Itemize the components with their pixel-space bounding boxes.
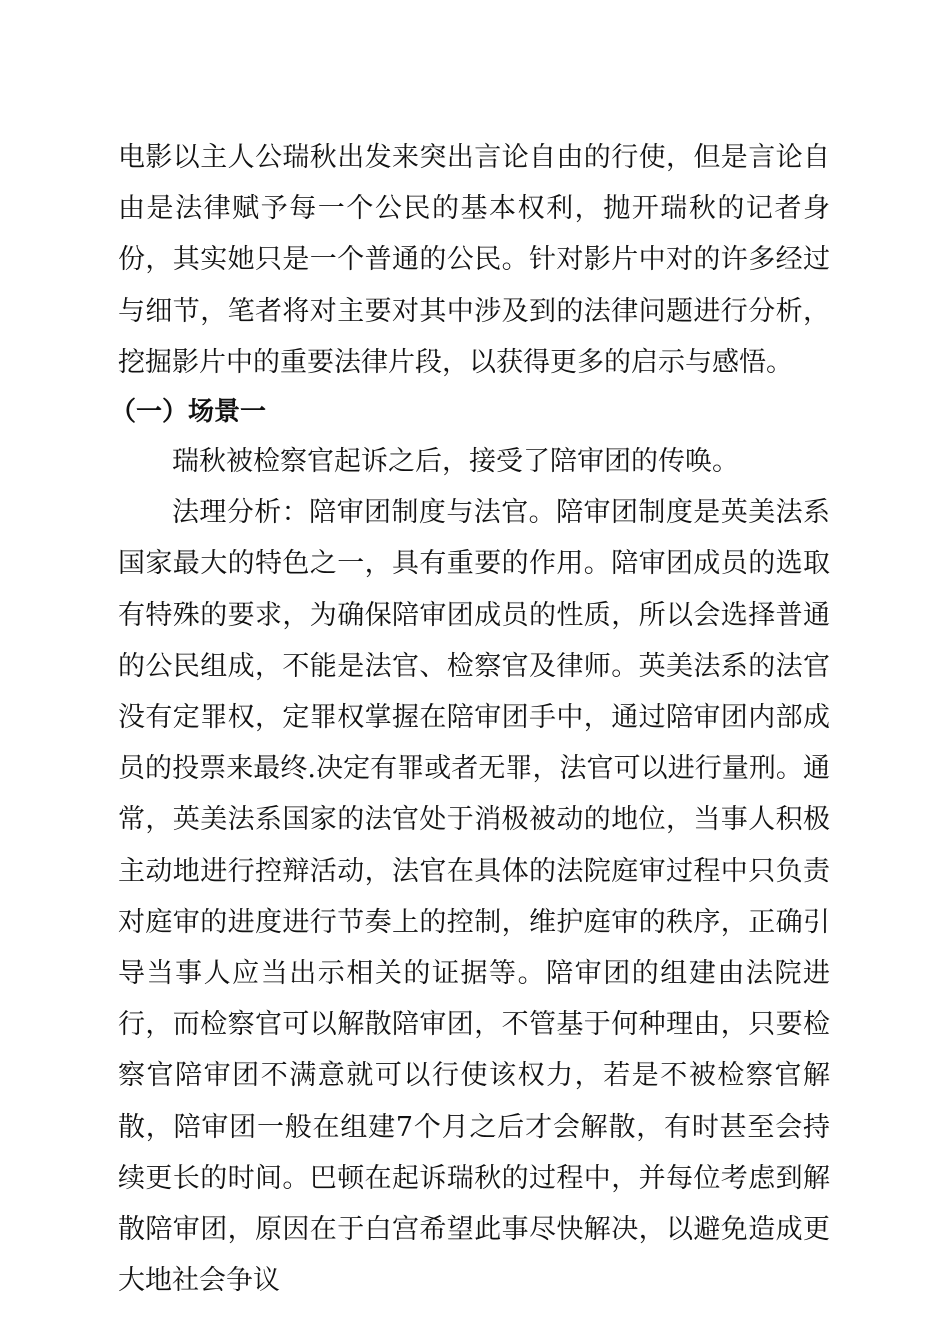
intro-paragraph: 电影以主人公瑞秋出发来突出言论自由的行使，但是言论自由是法律赋予每一个公民的基本权利，抛开瑞秋的记者身份，其实她只是一个普通的公民。针对影片中对的许多经过与细节，笔者将对主要对其中涉及到的法律问题进行分析，挖掘影片中的重要法律片段，以获得更多的启示与感悟。	[118, 142, 830, 378]
document-page	[110, 132, 830, 1306]
section-heading: （一）场景一	[110, 397, 267, 428]
scene-paragraph: 瑞秋被检察官起诉之后，接受了陪审团的传唤。	[172, 446, 739, 478]
analysis-paragraph: 法理分析：陪审团制度与法官。陪审团制度是英美法系国家最大的特色之一，具有重要的作用。陪审团成员的选取有特殊的要求，为确保陪审团成员的性质，所以会选择普通的公民组成，不能是法官、检察官及律师。英美法系的法官没有定罪权，定罪权掌握在陪审团手中，通过陪审团内部成员的投票来最终.决定有罪或者无罪，法官可以进行量刑。通常，英美法系国家的法官处于消极被动的地位，当事人积极主动地进行控辩活动，法官在具体的法院庭审过程中只负责对庭审的进度进行节奏上的控制，维护庭审的秩序，正确引导当事人应当出示相关的证据等。陪审团的组建由法院进行，而检察官可以解散陪审团，不管基于何种理由，只要检察官陪审团不满意就可以行使该权力，若是不被检察官解散，陪审团一般在组建7个月之后才会解散，有时甚至会持续更长的时间。巴顿在起诉瑞秋的过程中，并每位考虑到解散陪审团，原因在于白宫希望此事尽快解决，以避免造成更大地社会争议	[118, 497, 830, 1297]
